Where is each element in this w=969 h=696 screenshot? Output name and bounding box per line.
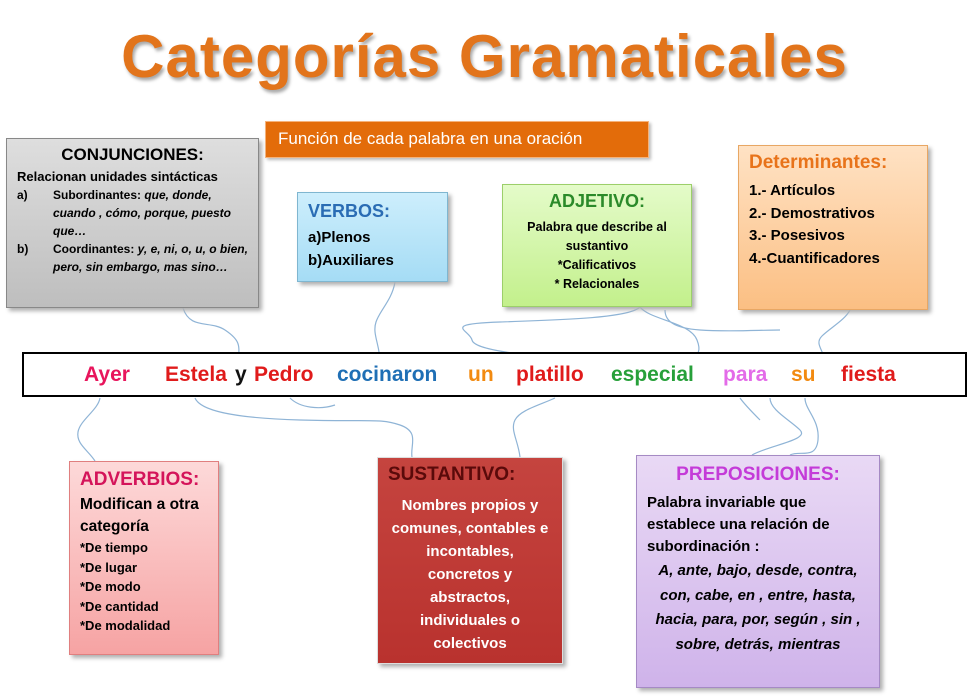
adverbios-desc: categoría [80,518,149,535]
item-examples: y, e, ni, o, u, o bien, pero, sin embargo, mas sino… [53,242,248,274]
sustantivo-line: individuales o [419,612,521,629]
determinantes-item: 3.- Posesivos [749,227,845,244]
sentence-word: fiesta [841,363,896,386]
adverbios-box [69,461,219,655]
page-title: Categorías Gramaticales [121,23,848,90]
sentence-word: Pedro [254,363,314,386]
preposiciones-desc: Palabra invariable que [647,494,807,511]
connector-det-un [665,310,780,331]
sustantivo-line: colectivos [433,635,507,652]
verbos-item: a)Plenos [308,229,371,246]
sentence-word: especial [611,363,694,386]
verbos-heading: VERBOS: [308,201,391,221]
adjetivo-line: *Calificativos [557,258,637,272]
adverbios-heading: ADVERBIOS: [80,469,200,490]
sentence-word: Ayer [84,363,130,386]
verbos-box [297,192,448,282]
conjunciones-item [17,240,248,276]
sustantivo-box [377,457,563,664]
preposiciones-desc: subordinación : [647,538,760,555]
adverbios-item: *De tiempo [80,540,148,555]
connector-verbos [375,282,395,362]
sentence-word: su [791,363,816,386]
adverbios-item: *De cantidad [80,598,159,614]
item-examples: que, donde, cuando , cómo, porque, puesto que… [53,188,232,238]
item-label: Coordinantes: [53,242,138,256]
sustantivo-line: comunes, contables e [391,520,549,537]
determinantes-heading: Determinantes: [749,152,888,173]
sentence-word: un [468,363,494,386]
determinantes-item: 1.- Artículos [749,182,836,199]
adverbios-item: *De lugar [80,559,138,575]
adjetivo-line: Palabra que describe al [527,220,667,234]
adjetivo-line: * Relacionales [554,277,640,291]
connector-sust-platillo [513,398,555,457]
sentence-word: y [235,363,247,386]
adverbios-item: *De modo [80,579,141,594]
verbos-item: b)Auxiliares [308,252,394,269]
preposiciones-examples: hacia, para, por, según , sin , [655,611,861,628]
adjetivo-box [502,184,692,307]
conjunciones-item [17,186,248,240]
determinantes-item: 2.- Demostrativos [749,204,875,222]
connector-adverbios [78,398,100,461]
item-key: b) [17,242,29,256]
sentence-word: platillo [516,363,584,386]
preposiciones-examples: A, ante, bajo, desde, contra, [658,562,858,579]
conjunciones-desc: Relacionan unidades sintácticas [17,169,218,184]
preposiciones-examples: con, cabe, en , entre, hasta, [660,586,856,604]
conjunciones-box [6,138,259,308]
adjetivo-line: sustantivo [565,239,629,253]
sustantivo-heading: SUSTANTIVO: [388,464,516,485]
sustantivo-line: Nombres propios y [401,497,539,514]
adjetivo-heading: ADJETIVO: [548,191,645,211]
item-label: Subordinantes: [53,188,145,202]
sustantivo-line: incontables, [426,543,514,560]
connector-prep [752,398,802,455]
preposiciones-desc: establece una relación de [647,516,830,533]
sentence-word: cocinaron [337,363,438,386]
sentence-word: Estela [165,363,227,386]
item-key: a) [17,188,28,202]
adverbios-item: *De modalidad [80,618,171,633]
preposiciones-examples: sobre, detrás, mientras [675,635,841,653]
connector-prep-para [740,398,760,420]
determinantes-box [738,145,928,310]
connector-prep-2 [790,398,818,455]
connector-sust-estela [195,398,413,457]
preposiciones-box [636,455,880,688]
subtitle-banner: Función de cada palabra en una oración [265,121,649,158]
conjunciones-heading: CONJUNCIONES: [61,145,204,164]
example-sentence [22,352,967,397]
sustantivo-line: concretos y [427,566,513,583]
sentence-word: para [723,363,768,386]
connector-sust-pedro [290,398,335,408]
sustantivo-line: abstractos, [429,589,511,606]
determinantes-item: 4.-Cuantificadores [749,249,880,267]
adverbios-desc: Modifican a otra [80,496,199,513]
preposiciones-heading: PREPOSICIONES: [676,464,840,485]
